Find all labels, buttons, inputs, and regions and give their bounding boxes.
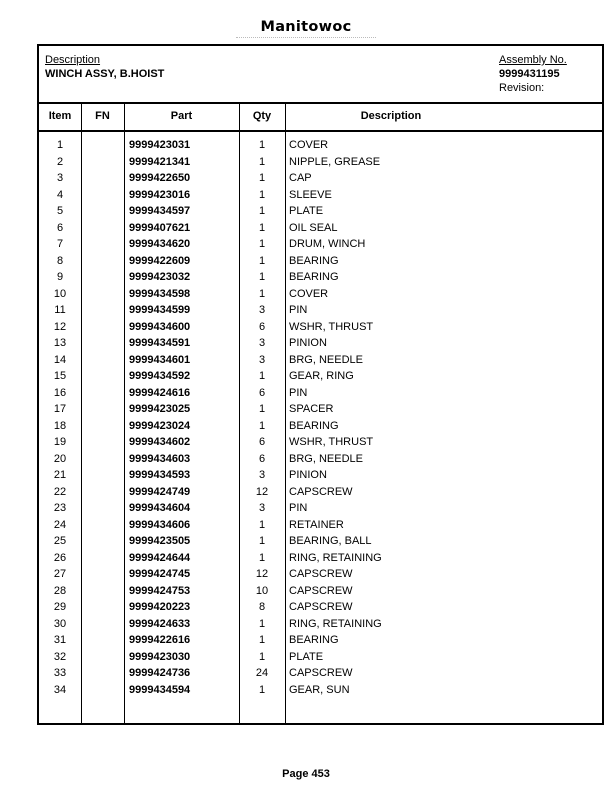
assembly-number-label: Assembly No.	[499, 54, 567, 66]
part-number-cell: 9999423030	[129, 650, 191, 663]
description-cell: BEARING	[289, 419, 339, 432]
qty-cell: 24	[255, 667, 269, 679]
item-cell: 27	[53, 568, 67, 580]
item-cell: 20	[53, 452, 67, 465]
table-row	[39, 302, 602, 319]
description-cell: BEARING	[289, 271, 339, 283]
description-cell: PINION	[289, 469, 327, 481]
description-cell: BRG, NEEDLE	[289, 452, 363, 465]
qty-cell: 1	[258, 271, 266, 283]
item-cell: 8	[56, 254, 64, 267]
qty-cell: 1	[258, 221, 266, 234]
part-number-cell: 9999423032	[129, 271, 191, 283]
description-cell: COVER	[289, 139, 329, 151]
brand-title: Manitowoc	[260, 19, 352, 35]
column-header-description: Description	[360, 110, 422, 122]
table-row	[39, 418, 602, 435]
description-cell: NIPPLE, GREASE	[289, 155, 381, 168]
table-row	[39, 401, 602, 418]
part-number-cell: 9999407621	[129, 221, 191, 234]
description-cell: PLATE	[289, 650, 324, 663]
table-row	[39, 368, 602, 385]
qty-cell: 1	[258, 518, 266, 531]
column-header-part: Part	[170, 110, 193, 122]
item-cell: 25	[53, 535, 67, 547]
item-cell: 29	[53, 601, 67, 613]
item-cell: 11	[54, 304, 66, 316]
qty-cell: 1	[258, 419, 266, 432]
qty-cell: 1	[258, 155, 266, 168]
qty-cell: 3	[258, 469, 266, 481]
item-cell: 30	[53, 617, 67, 630]
column-header-fn: FN	[95, 110, 110, 122]
qty-cell: 3	[258, 304, 266, 316]
table-row	[39, 550, 602, 567]
table-row	[39, 385, 602, 402]
column-header-qty: Qty	[252, 110, 272, 122]
qty-cell: 1	[258, 139, 266, 151]
revision-label: Revision:	[499, 82, 545, 94]
qty-cell: 1	[258, 617, 266, 630]
item-cell: 17	[53, 403, 67, 415]
description-cell: PIN	[289, 386, 308, 399]
item-cell: 22	[53, 485, 67, 498]
table-row	[39, 187, 602, 204]
description-cell: PIN	[289, 502, 308, 514]
brand-underline	[236, 37, 376, 39]
description-cell: CAP	[289, 172, 312, 184]
qty-cell: 1	[258, 238, 266, 250]
qty-cell: 1	[258, 172, 266, 184]
part-number-cell: 9999423024	[129, 419, 191, 432]
part-number-cell: 9999423025	[129, 403, 191, 415]
part-number-cell: 9999434598	[129, 287, 191, 300]
qty-cell: 1	[258, 205, 266, 217]
qty-cell: 1	[258, 403, 266, 415]
qty-cell: 6	[258, 452, 266, 465]
table-row	[39, 170, 602, 187]
description-cell: RING, RETAINING	[289, 551, 382, 564]
qty-cell: 10	[255, 584, 269, 597]
table-row	[39, 154, 602, 171]
item-cell: 5	[56, 205, 64, 217]
description-cell: WSHR, THRUST	[289, 436, 374, 448]
assembly-header	[39, 46, 602, 104]
description-label: Description	[45, 54, 101, 66]
table-row	[39, 616, 602, 633]
part-number-cell: 9999424736	[129, 667, 191, 679]
qty-cell: 3	[258, 353, 266, 366]
page-number: Page 453	[282, 768, 330, 780]
qty-cell: 1	[258, 650, 266, 663]
part-number-cell: 9999434600	[129, 320, 191, 333]
table-row	[39, 451, 602, 468]
qty-cell: 3	[258, 502, 266, 514]
qty-cell: 1	[258, 370, 266, 382]
description-cell: PLATE	[289, 205, 324, 217]
item-cell: 14	[53, 353, 67, 366]
item-cell: 18	[53, 419, 67, 432]
table-row	[39, 269, 602, 286]
item-cell: 28	[53, 584, 67, 597]
description-cell: GEAR, RING	[289, 370, 354, 382]
table-row	[39, 319, 602, 336]
part-number-cell: 9999434620	[129, 238, 191, 250]
table-row	[39, 632, 602, 649]
qty-cell: 1	[258, 535, 266, 547]
table-row	[39, 599, 602, 616]
description-cell: CAPSCREW	[289, 667, 353, 679]
part-number-cell: 9999421341	[129, 155, 191, 168]
table-row	[39, 352, 602, 369]
qty-cell: 8	[258, 601, 266, 613]
item-cell: 21	[53, 469, 67, 481]
item-cell: 26	[53, 551, 67, 564]
description-cell: SLEEVE	[289, 188, 332, 201]
table-row	[39, 500, 602, 517]
part-number-cell: 9999434594	[129, 683, 191, 696]
column-header-item: Item	[48, 110, 72, 122]
table-row	[39, 137, 602, 154]
part-number-cell: 9999434592	[129, 370, 191, 382]
item-cell: 6	[56, 221, 64, 234]
description-cell: CAPSCREW	[289, 485, 353, 498]
description-cell: BEARING, BALL	[289, 535, 372, 547]
part-number-cell: 9999434593	[129, 469, 191, 481]
item-cell: 13	[53, 337, 67, 349]
part-number-cell: 9999422650	[129, 172, 191, 184]
part-number-cell: 9999422609	[129, 254, 191, 267]
part-number-cell: 9999422616	[129, 634, 191, 646]
table-row	[39, 220, 602, 237]
part-number-cell: 9999423505	[129, 535, 191, 547]
part-number-cell: 9999434601	[129, 353, 191, 366]
qty-cell: 1	[258, 188, 266, 201]
table-row	[39, 517, 602, 534]
item-cell: 2	[56, 155, 64, 168]
table-row	[39, 203, 602, 220]
description-cell: RETAINER	[289, 518, 344, 531]
table-row	[39, 286, 602, 303]
description-cell: BRG, NEEDLE	[289, 353, 363, 366]
item-cell: 15	[53, 370, 67, 382]
item-cell: 12	[53, 320, 67, 333]
part-number-cell: 9999434591	[129, 337, 191, 349]
item-cell: 7	[56, 238, 64, 250]
description-cell: RING, RETAINING	[289, 617, 382, 630]
part-number-cell: 9999434597	[129, 205, 191, 217]
part-number-cell: 9999423031	[129, 139, 191, 151]
item-cell: 4	[56, 188, 64, 201]
table-row	[39, 484, 602, 501]
item-cell: 23	[53, 502, 67, 514]
qty-cell: 1	[258, 683, 266, 696]
table-row	[39, 533, 602, 550]
description-cell: BEARING	[289, 634, 339, 646]
description-cell: DRUM, WINCH	[289, 238, 366, 250]
table-row	[39, 335, 602, 352]
item-cell: 10	[53, 287, 67, 300]
table-row	[39, 566, 602, 583]
description-cell: CAPSCREW	[289, 601, 353, 613]
qty-cell: 1	[258, 287, 266, 300]
description-cell: BEARING	[289, 254, 339, 267]
part-number-cell: 9999423016	[129, 188, 191, 201]
item-cell: 31	[53, 634, 67, 646]
item-cell: 16	[53, 386, 67, 399]
item-cell: 3	[56, 172, 64, 184]
qty-cell: 3	[258, 337, 266, 349]
description-cell: WSHR, THRUST	[289, 320, 374, 333]
qty-cell: 6	[258, 320, 266, 333]
description-cell: SPACER	[289, 403, 334, 415]
part-number-cell: 9999434599	[129, 304, 191, 316]
description-cell: PIN	[289, 304, 308, 316]
part-number-cell: 9999420223	[129, 601, 191, 613]
table-row	[39, 665, 602, 682]
description-cell: PINION	[289, 337, 327, 349]
item-cell: 34	[53, 683, 67, 696]
part-number-cell: 9999424644	[129, 551, 191, 564]
description-cell: COVER	[289, 287, 329, 300]
table-row	[39, 253, 602, 270]
part-number-cell: 9999434603	[129, 452, 191, 465]
description-cell: GEAR, SUN	[289, 683, 350, 696]
item-cell: 9	[56, 271, 64, 283]
qty-cell: 1	[258, 634, 266, 646]
description-cell: OIL SEAL	[289, 221, 338, 234]
item-cell: 19	[53, 436, 67, 448]
qty-cell: 12	[255, 568, 269, 580]
qty-cell: 1	[258, 254, 266, 267]
description-cell: CAPSCREW	[289, 584, 353, 597]
part-number-cell: 9999424633	[129, 617, 191, 630]
assembly-number-value: 9999431195	[499, 68, 560, 80]
part-number-cell: 9999424753	[129, 584, 191, 597]
qty-cell: 12	[255, 485, 269, 498]
part-number-cell: 9999434606	[129, 518, 191, 531]
qty-cell: 6	[258, 436, 266, 448]
part-number-cell: 9999424745	[129, 568, 191, 580]
item-cell: 32	[53, 650, 67, 663]
table-row	[39, 682, 602, 699]
qty-cell: 6	[258, 386, 266, 399]
part-number-cell: 9999424616	[129, 386, 191, 399]
part-number-cell: 9999424749	[129, 485, 191, 498]
parts-list-frame	[37, 44, 604, 725]
table-row	[39, 434, 602, 451]
description-cell: CAPSCREW	[289, 568, 353, 580]
item-cell: 33	[53, 667, 67, 679]
part-number-cell: 9999434602	[129, 436, 191, 448]
description-value: WINCH ASSY, B.HOIST	[45, 68, 165, 80]
parts-rows	[39, 137, 602, 698]
part-number-cell: 9999434604	[129, 502, 191, 514]
table-row	[39, 236, 602, 253]
item-cell: 24	[53, 518, 67, 531]
table-row	[39, 583, 602, 600]
table-row	[39, 649, 602, 666]
qty-cell: 1	[258, 551, 266, 564]
table-row	[39, 467, 602, 484]
item-cell: 1	[56, 139, 64, 151]
